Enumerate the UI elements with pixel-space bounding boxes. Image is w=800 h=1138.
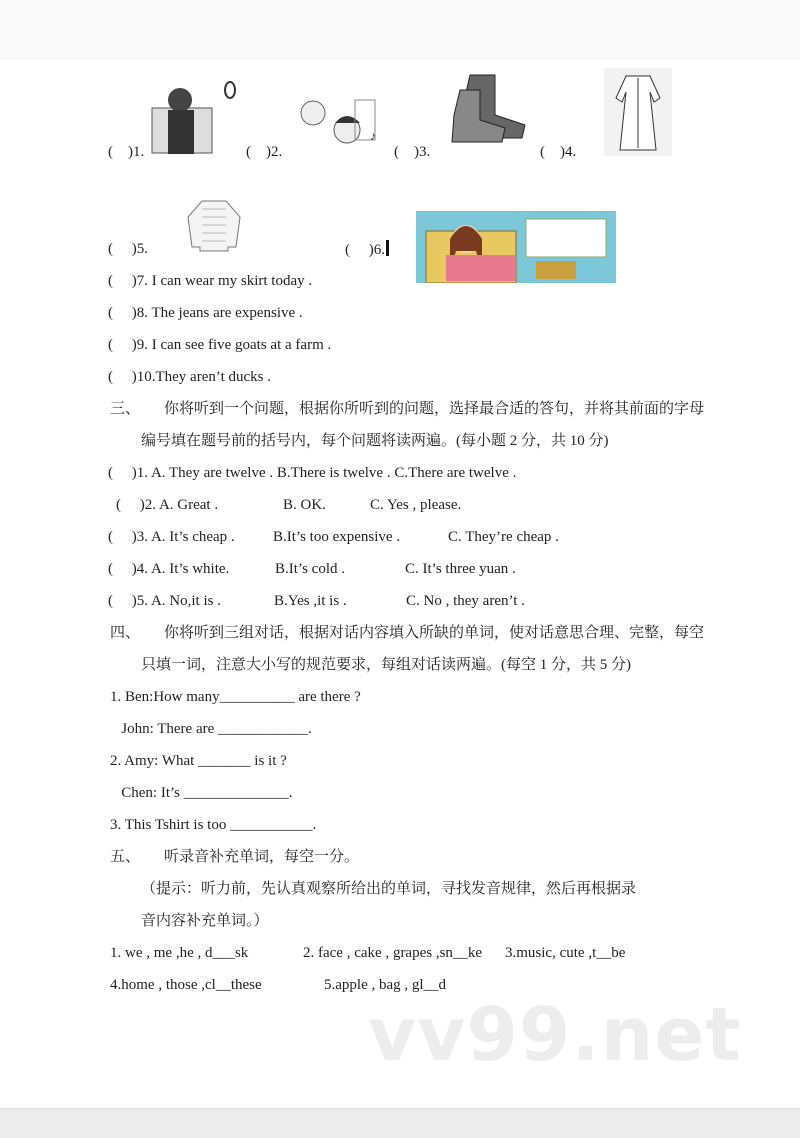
phonics-item-4: 4.home , those ,cl__these <box>110 977 262 993</box>
option-a: A. It’s white. <box>150 561 230 577</box>
sentence-item-8: ( )8. The jeans are expensive . <box>108 305 303 321</box>
phonics-item-2: 2. face , cake , grapes ,sn__ke <box>303 945 483 961</box>
option-b: B. OK. <box>283 497 326 513</box>
section-3-number: 三、 <box>110 401 141 417</box>
question-number: ( )3. <box>108 529 148 545</box>
option-c: C. They’re cheap . <box>448 529 559 545</box>
option-c: C. No , they aren’t . <box>406 593 525 609</box>
option-c: C. Yes , please. <box>370 497 462 513</box>
watermark: vv99.net <box>368 992 742 1078</box>
sentence-item-7: ( )7. I can wear my skirt today . <box>108 273 313 289</box>
question-row <box>108 592 525 610</box>
picture-item-3-label: ( )3. <box>394 144 431 160</box>
dress-picture <box>604 68 672 156</box>
section-3-instruction-cont: 编号填在题号前的括号内，每个问题将读两遍。(每小题 2 分，共 10 分) <box>141 433 609 449</box>
section-5-hint: （提示：听力前，先认真观察所给出的单词，寻找发音规律，然后再根据录 <box>141 881 637 897</box>
section-5-instruction: 听录音补充单词，每空一分。 <box>164 849 360 865</box>
option-a: A. They are twelve . <box>150 465 274 481</box>
text-cursor <box>386 240 389 256</box>
option-a: A. It’s cheap . <box>150 529 235 545</box>
sleeping-boy-picture <box>150 78 236 158</box>
section-5-hint-cont: 音内容补充单词。） <box>141 913 269 929</box>
page-top-margin <box>0 0 800 60</box>
boy-and-woman-picture <box>295 95 385 155</box>
picture-item-1-label: ( )1. <box>108 144 145 160</box>
question-row <box>116 496 462 514</box>
sentence-item-9: ( )9. I can see five goats at a farm . <box>108 337 332 353</box>
picture-item-6-label <box>345 240 389 259</box>
picture-item-4-label: ( )4. <box>540 144 577 160</box>
section-3-instruction: 你将听到一个问题，根据你所听到的问题，选择最合适的答句，并将其前面的字母 <box>164 401 705 417</box>
dialogue-line: Chen: It’s ______________. <box>110 785 293 801</box>
question-row <box>108 464 516 482</box>
question-number: ( )2. <box>116 497 156 513</box>
boots-picture <box>450 70 530 145</box>
question-row <box>108 528 559 546</box>
section-4-instruction: 你将听到三组对话，根据对话内容填入所缺的单词，使对话意思合理、完整，每空 <box>164 625 705 641</box>
phonics-item-3: 3.music, cute ,t__be <box>505 945 626 961</box>
option-a: A. Great . <box>158 497 219 513</box>
phonics-item-5: 5.apple , bag , gl__d <box>324 977 447 993</box>
question-number: ( )4. <box>108 561 148 577</box>
question-number: ( )1. <box>108 465 148 481</box>
section-4-number: 四、 <box>110 625 141 641</box>
phonics-item-1: 1. we , me ,he , d___sk <box>110 945 249 961</box>
sentence-item-10: ( )10.They aren’t ducks . <box>108 369 272 385</box>
page-bottom-margin <box>0 1108 800 1138</box>
option-c: C. It’s three yuan . <box>405 561 516 577</box>
option-b: B.There is twelve . <box>276 465 391 481</box>
dialogue-line: John: There are ____________. <box>110 721 312 737</box>
option-b: B.It’s cold . <box>275 561 345 577</box>
section-4-instruction-cont: 只填一词，注意大小写的规范要求，每组对话读两遍。(每空 1 分，共 5 分) <box>141 657 631 673</box>
option-b: B.It’s too expensive . <box>273 529 401 545</box>
svg-text:♪: ♪ <box>370 129 376 143</box>
picture-item-2-label: ( )2. <box>246 144 283 160</box>
option-a: A. No,it is . <box>150 593 221 609</box>
dialogue-line: 2. Amy: What _______ is it ? <box>110 753 287 769</box>
option-c: C.There are twelve . <box>394 465 517 481</box>
dialogue-line: 1. Ben:How many__________ are there ? <box>110 689 361 705</box>
picture-item-6-text: ( )6. <box>345 242 385 258</box>
sweater-picture <box>186 197 242 253</box>
picture-item-5-label: ( )5. <box>108 241 148 257</box>
question-row <box>108 560 516 578</box>
girl-in-bed-picture <box>416 211 616 283</box>
option-b: B.Yes ,it is . <box>274 593 347 609</box>
dialogue-line: 3. This Tshirt is too ___________. <box>110 817 317 833</box>
section-5-number: 五、 <box>110 849 141 865</box>
question-number: ( )5. <box>108 593 148 609</box>
